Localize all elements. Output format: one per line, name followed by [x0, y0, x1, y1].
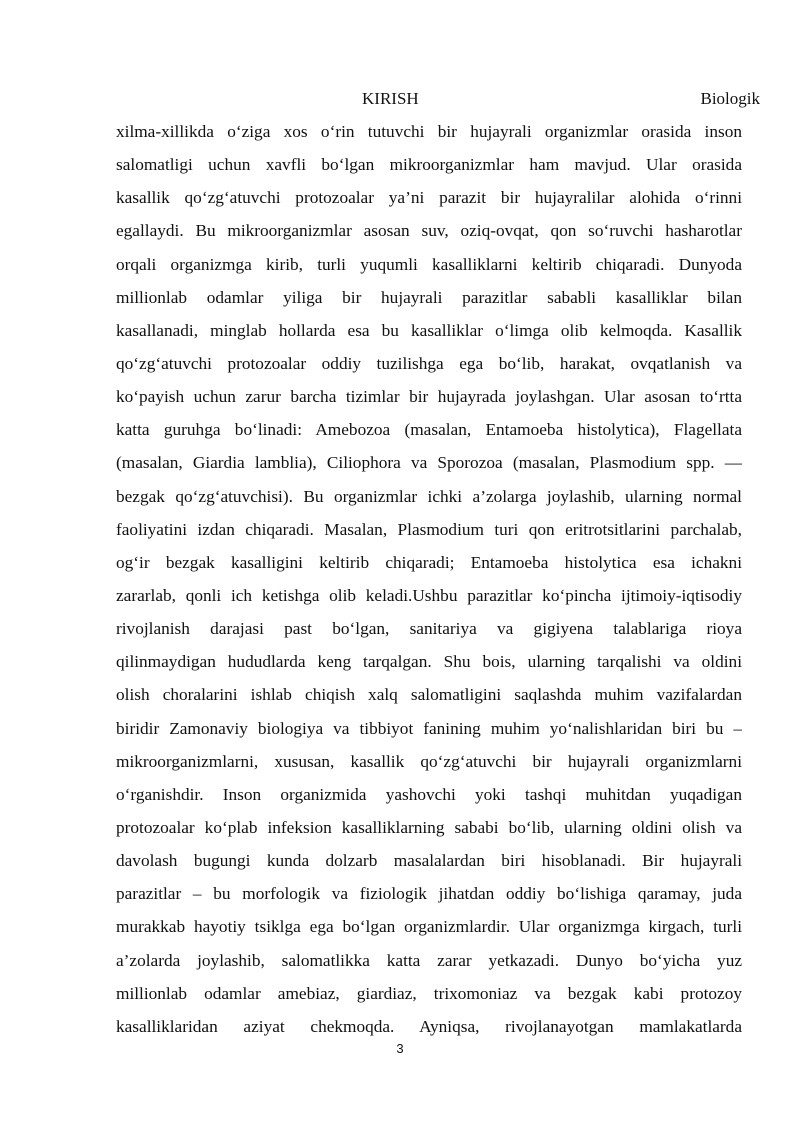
body-paragraph [116, 115, 742, 1043]
text-line: protozoalar ko‘plab infeksion kasalliklarning sababi bo‘lib, ularning oldini olish va [116, 817, 742, 837]
heading-row [0, 87, 800, 115]
text-line: egallaydi. Bu mikroorganizmlar asosan suv, oziq-ovqat, qon so‘ruvchi hasharotlar [116, 221, 742, 241]
text-line: zararlab, qonli ich ketishga olib keladi.Ushbu parazitlar ko‘pincha ijtimoiy-iqtisodiy [116, 585, 742, 605]
text-line: og‘ir bezgak kasalligini keltirib chiqaradi; Entamoeba histolytica esa ichakni [116, 552, 742, 572]
text-line: o‘rganishdir. Inson organizmida yashovchi yoki tashqi muhitdan yuqadigan [116, 784, 742, 804]
text-line: kasallik qo‘zg‘atuvchi protozoalar ya’ni parazit bir hujayralilar alohida o‘rinni [116, 188, 742, 208]
text-line: olish choralarini ishlab chiqish xalq salomatligini saqlashda muhim vazifalardan [116, 685, 742, 705]
text-line: davolash bugungi kunda dolzarb masalalardan biri hisoblanadi. Bir hujayrali [116, 851, 742, 871]
text-line: rivojlanish darajasi past bo‘lgan, sanitariya va gigiyena talablariga rioya [116, 619, 742, 639]
text-line: kasallanadi, minglab hollarda esa bu kasalliklar o‘limga olib kelmoqda. Kasallik [116, 320, 742, 340]
text-line: parazitlar – bu morfologik va fiziologik jihatdan oddiy bo‘lishiga qaramay, juda [116, 884, 742, 904]
heading-continuation-text: Biologik [700, 89, 760, 108]
text-line: millionlab odamlar amebiaz, giardiaz, trixomoniaz va bezgak kabi protozoy [116, 983, 742, 1003]
text-line: biridir Zamonaviy biologiya va tibbiyot fanining muhim yo‘nalishlaridan biri bu – [116, 718, 742, 738]
text-line: qilinmaydigan hududlarda keng tarqalgan. Shu bois, ularning tarqalishi va oldini [116, 652, 742, 672]
text-line: bezgak qo‘zg‘atuvchisi). Bu organizmlar ichki a’zolarga joylashib, ularning normal [116, 486, 742, 506]
text-line: orqali organizmga kirib, turli yuqumli kasalliklarni keltirib chiqaradi. Dunyoda [116, 254, 742, 274]
text-line: kasalliklaridan aziyat chekmoqda. Ayniqsa, rivojlanayotgan mamlakatlarda [116, 1016, 742, 1036]
text-line: faoliyatini izdan chiqaradi. Masalan, Plasmodium turi qon eritrotsitlarini parchalab, [116, 519, 742, 539]
text-line: katta guruhga bo‘linadi: Amebozoa (masalan, Entamoeba histolytica), Flagellata [116, 420, 742, 440]
page-number: 3 [396, 1041, 404, 1056]
text-line: millionlab odamlar yiliga bir hujayrali parazitlar sababli kasalliklar bilan [116, 287, 742, 307]
text-line: xilma-xillikda o‘ziga xos o‘rin tutuvchi bir hujayrali organizmlar orasida inson [116, 122, 742, 141]
section-title: KIRISH [362, 89, 419, 108]
text-line: a’zolarda joylashib, salomatlikka katta zarar yetkazadi. Dunyo bo‘yicha yuz [116, 950, 742, 970]
text-line: murakkab hayotiy tsiklga ega bo‘lgan organizmlardir. Ular organizmga kirgach, turli [116, 917, 742, 937]
text-line: salomatligi uchun xavfli bo‘lgan mikroorganizmlar ham mavjud. Ular orasida [116, 155, 742, 175]
text-line: (masalan, Giardia lamblia), Ciliophora va Sporozoa (masalan, Plasmodium spp. — [116, 453, 742, 473]
text-line: qo‘zg‘atuvchi protozoalar oddiy tuzilishga ega bo‘lib, harakat, ovqatlanish va [116, 353, 742, 373]
text-line: mikroorganizmlarni, xususan, kasallik qo‘zg‘atuvchi bir hujayrali organizmlarni [116, 751, 742, 771]
text-line: ko‘payish uchun zarur barcha tizimlar bir hujayrada joylashgan. Ular asosan to‘rtta [116, 387, 742, 407]
